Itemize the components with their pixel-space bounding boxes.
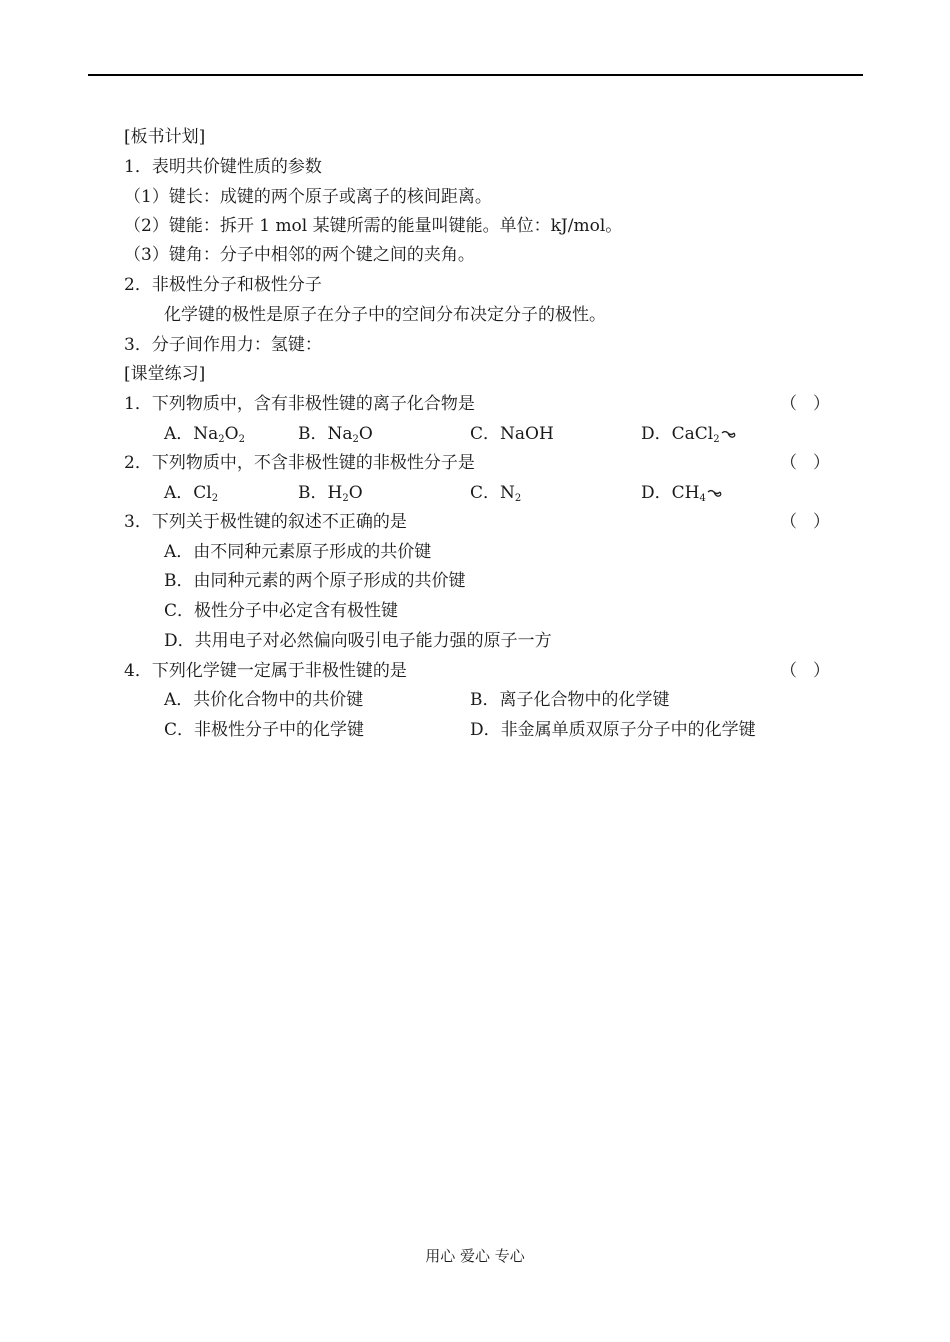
- plan-item-1: 1．表明共价键性质的参数: [124, 157, 322, 177]
- q3-option-c[interactable]: C．极性分子中必定含有极性键: [164, 601, 399, 621]
- q1-option-d[interactable]: D．CaCl$_2$: [641, 419, 737, 449]
- q2-option-d[interactable]: D．$CH_4$: [641, 478, 723, 508]
- q4-option-a[interactable]: A．共价化合物中的共价键: [164, 690, 364, 710]
- q2-option-a[interactable]: A．$Cl_2$: [164, 483, 219, 504]
- question-4-stem: 4．下列化学键一定属于非极性键的是: [124, 661, 407, 681]
- q1-option-a[interactable]: A．$Na_2O_2$: [164, 424, 245, 445]
- question-2-stem: 2．下列物质中，不含非极性键的非极性分子是: [124, 453, 475, 473]
- plan-item-1c: （3）键角：分子中相邻的两个键之间的夹角。: [124, 245, 475, 265]
- q4-option-c[interactable]: C．非极性分子中的化学键: [164, 720, 365, 740]
- q3-option-b[interactable]: B．由同种元素的两个原子形成的共价键: [164, 571, 466, 591]
- q4-option-d[interactable]: D．非金属单质双原子分子中的化学键: [470, 720, 756, 740]
- plan-item-2-text: 化学键的极性是原子在分子中的空间分布决定分子的极性。: [164, 305, 606, 325]
- question-1-stem: 1．下列物质中，含有非极性键的离子化合物是: [124, 394, 475, 414]
- q4-option-b[interactable]: B．离子化合物中的化学键: [470, 690, 670, 710]
- practice-heading: [课堂练习]: [124, 364, 206, 384]
- plan-item-1b: （2）键能：拆开 1 mol 某键所需的能量叫键能。单位：kJ/mol。: [124, 216, 623, 236]
- answer-bracket-2: （ ）: [780, 453, 830, 473]
- q2-option-b[interactable]: B．$H_2O$: [298, 483, 363, 504]
- page-footer: 用心 爱心 专心: [425, 1247, 525, 1265]
- q1-option-b[interactable]: B．$Na_2O$: [298, 424, 373, 445]
- answer-bracket-3: （ ）: [780, 512, 830, 532]
- answer-bracket-1: （ ）: [780, 394, 830, 414]
- header-rule: [88, 74, 863, 76]
- q2-option-c[interactable]: C．$N_2$: [470, 483, 522, 504]
- plan-item-3: 3．分子间作用力：氢键：: [124, 335, 322, 355]
- answer-bracket-4: （ ）: [780, 661, 830, 681]
- plan-item-2: 2．非极性分子和极性分子: [124, 275, 322, 295]
- plan-heading: [板书计划]: [124, 127, 206, 147]
- plan-item-1a: （1）键长：成键的两个原子或离子的核间距离。: [124, 187, 492, 207]
- q3-option-d[interactable]: D．共用电子对必然偏向吸引电子能力强的原子一方: [164, 631, 552, 651]
- q1-option-c[interactable]: C．NaOH: [470, 424, 554, 444]
- q3-option-a[interactable]: A．由不同种元素原子形成的共价键: [164, 542, 432, 562]
- squiggle-mark-icon: [721, 430, 737, 440]
- squiggle-mark-icon: [707, 489, 723, 499]
- question-3-stem: 3．下列关于极性键的叙述不正确的是: [124, 512, 407, 532]
